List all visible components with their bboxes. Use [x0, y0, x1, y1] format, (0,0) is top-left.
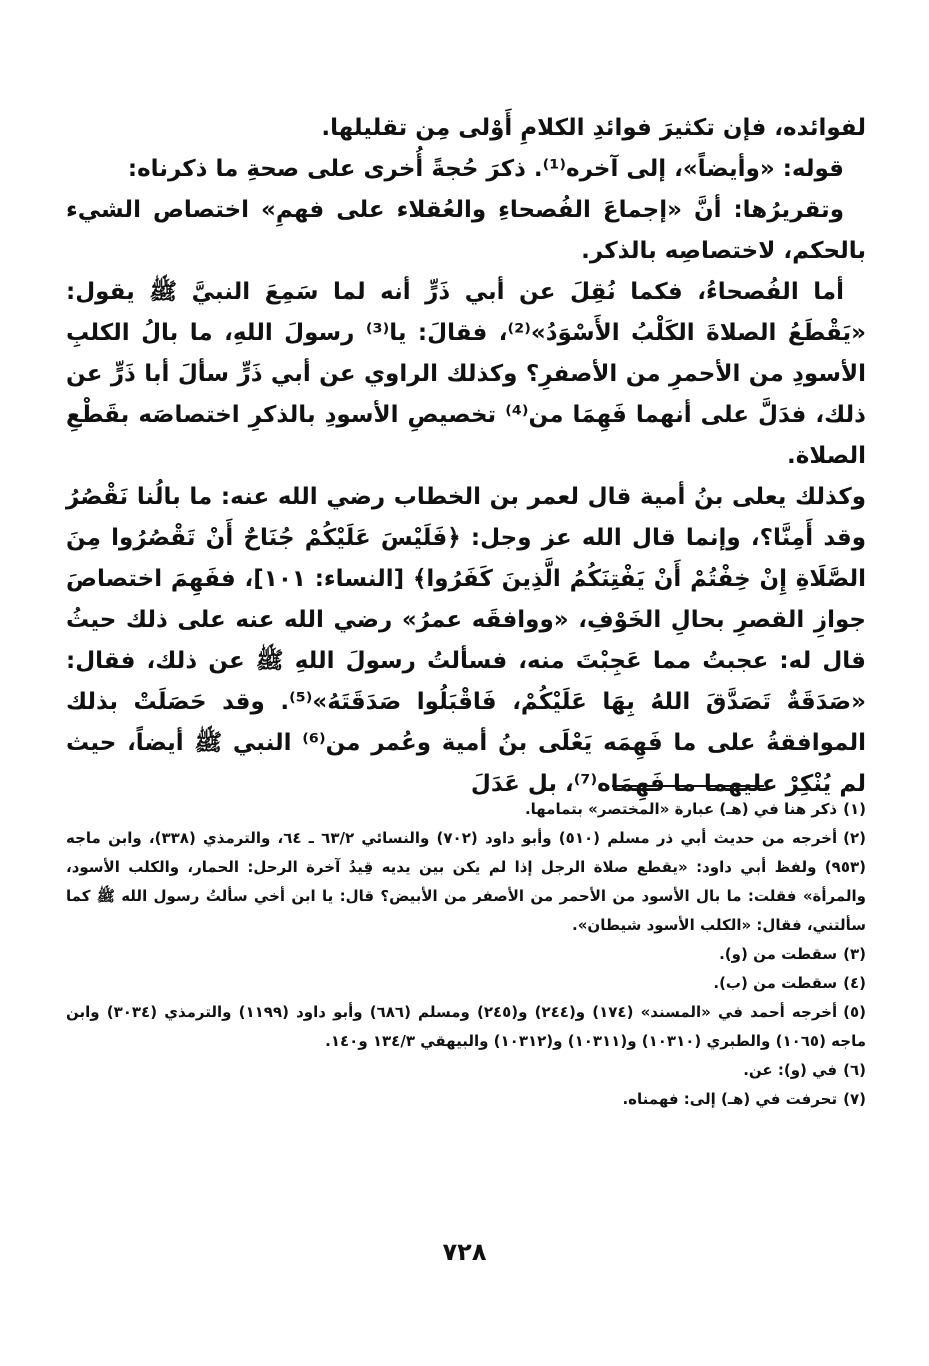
footnote	[66, 824, 866, 940]
footnote-number: (٣)	[843, 945, 866, 963]
footnote-text: تحرفت في (هـ) إلى: فهمناه.	[622, 1090, 838, 1108]
footnote	[66, 1085, 866, 1114]
footnote-text: ذكر هنا في (هـ) عبارة «المختصر» بتمامها.	[524, 800, 838, 818]
footnote-number: (٥)	[843, 1003, 867, 1021]
footnote-number: (٤)	[843, 974, 866, 992]
footnote	[66, 940, 866, 969]
footnotes	[66, 795, 866, 1114]
footnote-text: في (و): عن.	[743, 1061, 838, 1079]
footnote-text: أخرجه أحمد في «المسند» (١٧٤) و(٢٤٤) و(٢٤٥) ومسلم (٦٨٦) وأبو داود (١١٩٩) والترمذي (٣٠٣٤) وابن ماجه (١٠٦٥) والطبري (١٠٣١٠) و(١٠٣١١) و(١٠٣١٢) والبيهقي ١٣٤/٣ و١٤٠.	[66, 1003, 866, 1050]
paragraph: قوله: «وأيضاً»، إلى آخره⁽¹⁾. ذكرَ حُجةً أُخرى على صحةِ ما ذكرناه:	[127, 156, 844, 182]
paragraph: وتقريرُها: أنَّ «إجماعَ الفُصحاءِ والعُقلاء على فهمِ» اختصاص الشيء بالحكم، لاختصاصِه بالذكر.	[66, 197, 866, 264]
footnote-number: (٢)	[843, 829, 867, 847]
footnote-text: سقطت من (ب).	[713, 974, 838, 992]
footnote-number: (١)	[843, 800, 866, 818]
footnote-text: سقطت من (و).	[719, 945, 838, 963]
paragraph: وكذلك يعلى بنُ أمية قال لعمر بن الخطاب رضي الله عنه: ما بالُنا نَقْصُرُ وقد أَمِنَّا؟، وإنما قال الله عز وجل: ﴿فَلَيْسَ عَلَيْكُمْ جُنَاحٌ أَنْ تَقْصُرُوا مِنَ الصَّلَاةِ إِنْ خِفْتُمْ أَنْ يَفْتِنَكُمُ الَّذِينَ كَفَرُوا﴾ [النساء: ١٠١]، ففَهِمَ اختصاصَ جوازِ القصرِ بحالِ الخَوْفِ، «ووافقَه عمرُ» رضي الله عنه على ذلك حيثُ قال له: عجبتُ مما عَجِبْتَ منه، فسألتُ رسولَ اللهِ ﷺ عن ذلك، فقال: «صَدَقَةٌ تَصَدَّقَ اللهُ بِهَا عَلَيْكُمْ، فَاقْبَلُوا صَدَقَتَهُ»⁽⁵⁾. وقد حَصَلَتْ بذلك الموافقةُ على ما فَهِمَه يَعْلَى بنُ أمية وعُمر من⁽⁶⁾ النبي ﷺ أيضاً، حيث لم يُنْكِرْ عليهما ما فَهِمَاه⁽⁷⁾، بل عَدَلَ	[66, 484, 867, 797]
main-text	[66, 108, 866, 805]
page-number: ٧٢٨	[442, 1238, 487, 1266]
paragraph: لفوائده، فإن تكثيرَ فوائدِ الكلامِ أَوْلى مِن تقليلها.	[321, 115, 866, 141]
footnote	[66, 795, 866, 824]
paragraph: أما الفُصحاءُ، فكما نُقِلَ عن أبي ذَرٍّ أنه لما سَمِعَ النبيَّ ﷺ يقول: «يَقْطَعُ الصلاةَ الكَلْبُ الأَسْوَدُ»⁽²⁾، فقالَ: يا⁽³⁾ رسولَ اللهِ، ما بالُ الكلبِ الأسودِ من الأحمرِ من الأصفرِ؟ وكذلك الراوي عن أبي ذَرٍّ سألَ أبا ذَرٍّ عن ذلك، فدَلَّ على أنهما فَهِمَا من⁽⁴⁾ تخصيصِ الأسودِ بالذكرِ اختصاصَه بقَطْعِ الصلاة.	[66, 279, 866, 469]
footnote	[66, 969, 866, 998]
footnote	[66, 1056, 866, 1085]
footnote-number: (٦)	[843, 1061, 866, 1079]
footnote-number: (٧)	[843, 1090, 866, 1108]
footnote-divider	[612, 785, 764, 787]
footnote	[66, 998, 866, 1056]
footnote-text: أخرجه من حديث أبي ذر مسلم (٥١٠) وأبو داود (٧٠٢) والنسائي ٦٣/٢ ـ ٦٤، والترمذي (٣٣٨)، وابن ماجه (٩٥٣) ولفظ أبي داود: «يقطع صلاة الرجل إذا لم يكن بين يديه قِيدُ آخرة الرحل: الحمار، والكلب الأسود، والمرأة» فقلت: ما بال الأسود من الأحمر من الأصفر من الأبيض؟ قال: يا ابن أخي سألتُ رسول الله ﷺ كما سألتني، فقال: «الكلب الأسود شيطان».	[66, 829, 866, 934]
